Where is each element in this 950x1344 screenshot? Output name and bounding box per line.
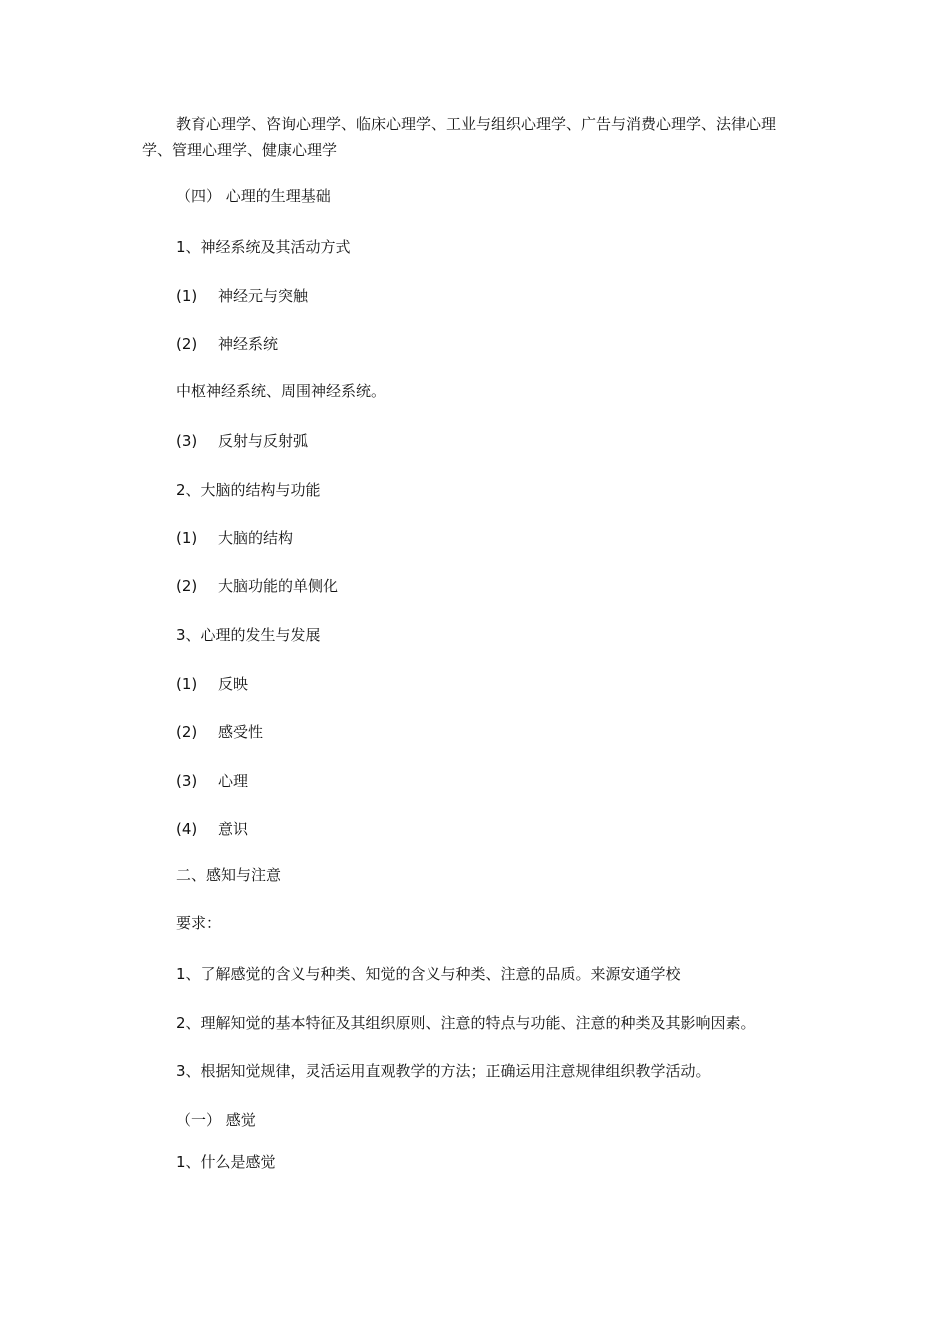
requirement-1: 1、了解感觉的含义与种类、知觉的含义与种类、注意的品质。来源安通学校 <box>176 965 681 983</box>
list-item-text: 心理 <box>218 772 249 790</box>
list-item-text: 反映 <box>218 675 249 693</box>
list-item <box>176 526 293 550</box>
item-2-heading: 2、大脑的结构与功能 <box>176 481 321 499</box>
list-item <box>176 672 248 696</box>
list-item <box>176 720 263 744</box>
list-item <box>176 574 338 598</box>
section-1-heading: （一） 感觉 <box>176 1111 256 1129</box>
item-3-heading: 3、心理的发生与发展 <box>176 626 321 644</box>
list-item-text: 神经系统 <box>218 335 279 353</box>
list-item-number: (2) <box>176 577 198 595</box>
list-item <box>176 332 278 356</box>
list-item-text: 感受性 <box>218 723 264 741</box>
requirement-3: 3、根据知觉规律，灵活运用直观教学的方法；正确运用注意规律组织教学活动。 <box>176 1062 711 1080</box>
list-item <box>176 429 308 453</box>
list-item-text: 神经元与突触 <box>218 287 309 305</box>
list-item <box>176 817 248 841</box>
requirement-2: 2、理解知觉的基本特征及其组织原则、注意的特点与功能、注意的种类及其影响因素。 <box>176 1014 756 1032</box>
list-item-number: (3) <box>176 772 198 790</box>
list-item-text: 大脑的结构 <box>218 529 294 547</box>
list-item-number: (1) <box>176 675 198 693</box>
list-item-text: 意识 <box>218 820 249 838</box>
list-item-text: 反射与反射弧 <box>218 432 309 450</box>
list-item <box>176 769 248 793</box>
item-1-heading: 1、神经系统及其活动方式 <box>176 238 351 256</box>
intro-paragraph: 教育心理学、咨询心理学、临床心理学、工业与组织心理学、广告与消费心理学、法律心理学、管理心理学、健康心理学 <box>142 115 777 159</box>
section-1-item-1: 1、什么是感觉 <box>176 1153 276 1171</box>
list-item <box>176 284 308 308</box>
chapter-2-heading: 二、感知与注意 <box>176 866 282 884</box>
list-item-number: (2) <box>176 723 198 741</box>
list-item-number: (2) <box>176 335 198 353</box>
list-item-number: (1) <box>176 287 198 305</box>
list-item-number: (1) <box>176 529 198 547</box>
list-item-text: 大脑功能的单侧化 <box>218 577 339 595</box>
requirements-label: 要求： <box>176 914 222 932</box>
list-item-number: (3) <box>176 432 198 450</box>
list-item-number: (4) <box>176 820 198 838</box>
item-1-2-note: 中枢神经系统、周围神经系统。 <box>176 382 387 400</box>
section-4-heading: （四） 心理的生理基础 <box>176 187 331 205</box>
